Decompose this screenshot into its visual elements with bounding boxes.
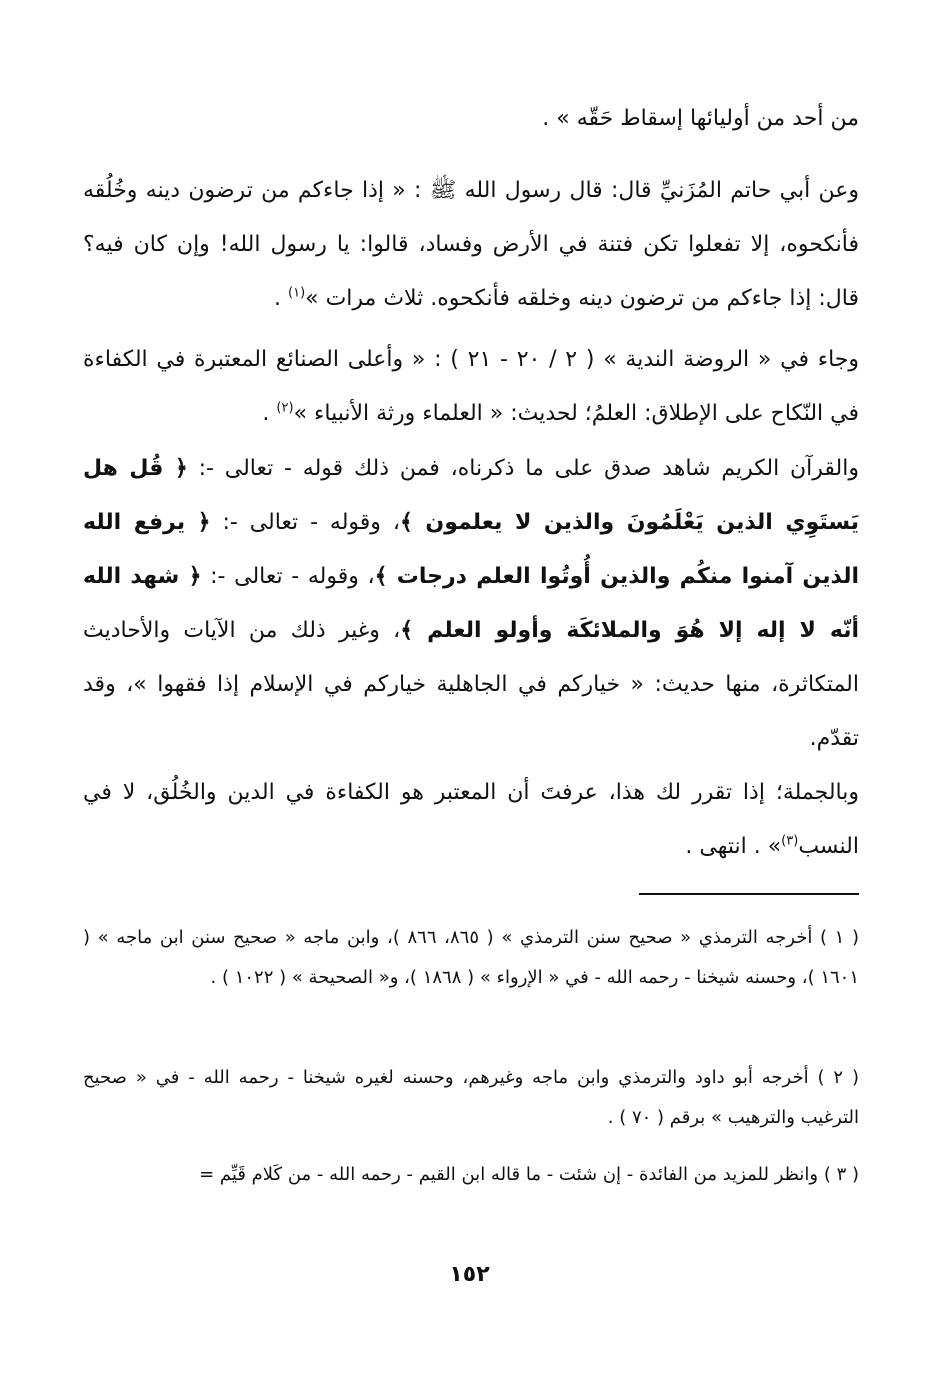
paragraph-2-end: . xyxy=(274,286,288,311)
paragraph-3-end: . xyxy=(262,401,277,426)
page-number: ١٥٢ xyxy=(449,1262,490,1287)
footnote-2: ( ٢ ) أخرجه أبو داود والترمذي وابن ماجه وغيرهم، وحسنه لغيره شيخنا - رحمه الله - في « صحيح الترغيب والترهيب » برقم ( ٧٠ ) . xyxy=(83,1067,860,1128)
paragraph-5-text: وبالجملة؛ إذا تقرر لك هذا، عرفتَ أن المعتبر هو الكفاءة في الدين والخُلُق، لا في النسب xyxy=(83,780,859,859)
quran-verse-1: ﴿ قُل هل يَستَوِي الذين يَعْلَمُونَ والذين لا يعلمون ﴾ xyxy=(83,456,859,535)
paragraph-5 xyxy=(83,766,859,874)
paragraph-2 xyxy=(83,164,859,326)
paragraph-4-intro: والقرآن الكريم شاهد صدق على ما ذكرناه، فمن ذلك قوله - تعالى -: xyxy=(187,456,859,481)
footnote-3: ( ٣ ) وانظر للمزيد من الفائدة - إن شئت - ما قاله ابن القيم - رحمه الله - من كَلام قَيِّم = xyxy=(199,1164,859,1185)
paragraph-5-end: » . انتهى . xyxy=(685,834,782,859)
paragraph-4-rest: ، وغير ذلك من الآيات والأحاديث المتكاثرة، منها حديث: « خياركم في الجاهلية خياركم في الإسلام إذا فقهوا »، وقد تقدّم. xyxy=(83,618,859,751)
paragraph-4 xyxy=(83,442,859,766)
footnote-divider xyxy=(639,893,859,895)
paragraph-1-text: من أحد من أوليائها إسقاط حَقّه » . xyxy=(542,106,859,131)
footnote-ref-1: (١) xyxy=(288,285,306,301)
paragraph-2-text: وعن أبي حاتم المُزَنيِّ قال: قال رسول الله ﷺ : « إذا جاءكم من ترضون دينه وخُلُقه فأنكحوه، إلا تفعلوا تكن فتنة في الأرض وفساد، قالوا: يا رسول الله! وإن كان فيه؟ قال: إذا جاءكم من ترضون دينه وخلقه فأنكحوه. ثلاث مرات » xyxy=(83,178,859,311)
quran-verse-3: ﴿ شهد الله أنّه لا إله إلا هُوَ والملائكَة وأولو العلم ﴾ xyxy=(83,564,859,643)
paragraph-1 xyxy=(83,92,859,146)
footnote-ref-3: (٣) xyxy=(781,833,799,849)
paragraph-4-link-2: ، وقوله - تعالى -: xyxy=(201,564,375,589)
footnote-1: ( ١ ) أخرجه الترمذي « صحيح سنن الترمذي » ( ٨٦٥، ٨٦٦ )، وابن ماجه « صحيح سنن ابن ماجه » ( ١٦٠١ )، وحسنه شيخنا - رحمه الله - في « الإرواء » ( ١٨٦٨ )، و« الصحيحة » ( ١٠٢٢ ) . xyxy=(83,927,860,988)
footnote-ref-2: (٢) xyxy=(276,400,294,416)
paragraph-3 xyxy=(83,333,859,441)
paragraph-3-text: وجاء في « الروضة الندية » ( ٢ / ٢٠ - ٢١ ) : « وأعلى الصنائع المعتبرة في الكفاءة في النّكاح على الإطلاق: العلمُ؛ لحديث: « العلماء ورثة الأنبياء » xyxy=(83,347,859,426)
paragraph-4-link-1: ، وقوله - تعالى -: xyxy=(210,510,400,535)
quran-verse-2: ﴿ يرفع الله الذين آمنوا منكُم والذين أُوتُوا العلم درجات ﴾ xyxy=(83,510,859,589)
